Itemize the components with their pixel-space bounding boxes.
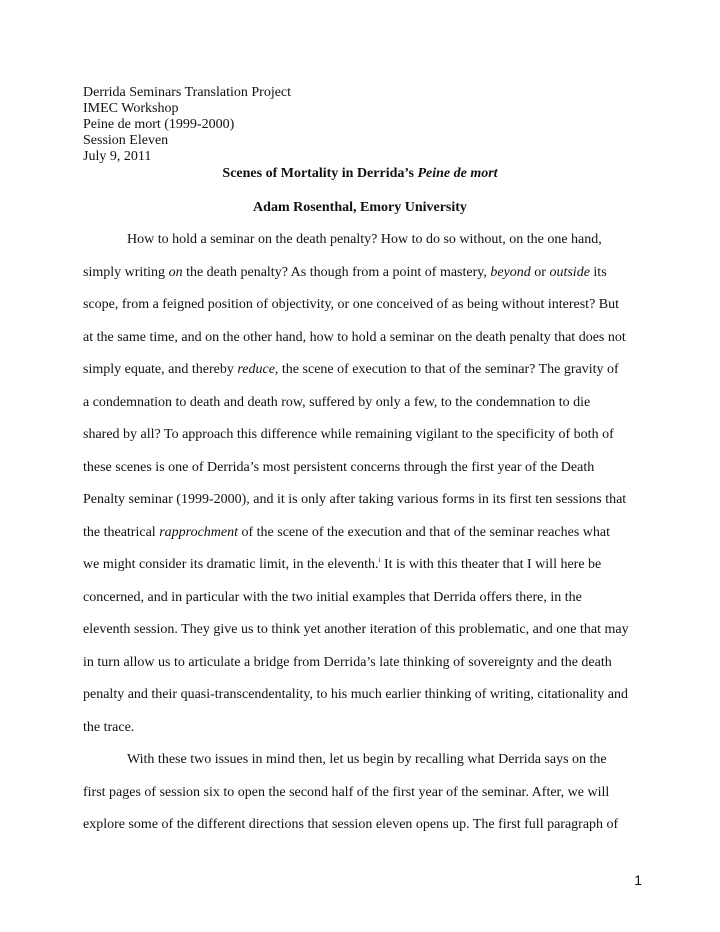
author-line: Adam Rosenthal, Emory University (253, 200, 467, 215)
body-line: these scenes is one of Derrida’s most persistent concerns through the first year of the Death (83, 459, 595, 475)
paper-title (0, 166, 720, 182)
header-line-seminar: Peine de mort (1999-2000) (83, 117, 235, 132)
body-text (83, 231, 643, 849)
body-line: concerned, and in particular with the two initial examples that Derrida offers there, in the (83, 589, 582, 605)
body-line: a condemnation to death and death row, suffered by only a few, to the condemnation to die (83, 394, 591, 410)
body-line: at the same time, and on the other hand, how to hold a seminar on the death penalty that does not (83, 329, 626, 345)
header-line-session: Session Eleven (83, 133, 169, 148)
body-line: shared by all? To approach this difference while remaining vigilant to the specificity of both of (83, 427, 614, 442)
body-line: simply writing on the death penalty? As though from a point of mastery, beyond or outside its (83, 264, 607, 280)
body-line: explore some of the different directions that session eleven opens up. The first full paragraph of (83, 817, 619, 832)
body-line: we might consider its dramatic limit, in the eleventh.$^i$ It is with this theater that I will here be (83, 556, 602, 572)
page-number: 1 (634, 872, 642, 888)
body-line: the trace. (83, 719, 135, 735)
document-header (83, 85, 291, 165)
body-line: Penalty seminar (1999-2000), and it is only after taking various forms in its first ten sessions that (83, 492, 627, 507)
body-line: How to hold a seminar on the death penalty? How to do so without, on the one hand, (127, 232, 602, 247)
body-line: eleventh session. They give us to think yet another iteration of this problematic, and one that may (83, 622, 629, 637)
title-italic: Peine de mort (417, 166, 498, 181)
body-line: scope, from a feigned position of objectivity, or one conceived of as being without interest? But (83, 297, 620, 312)
body-line: With these two issues in mind then, let us begin by recalling what Derrida says on the (127, 752, 607, 767)
body-line: the theatrical rapprochment of the scene of the execution and that of the seminar reaches what (83, 524, 611, 540)
body-line: first pages of session six to open the second half of the first year of the seminar. After, we will (83, 784, 610, 800)
header-line-date: July 9, 2011 (83, 149, 152, 164)
header-line-project: Derrida Seminars Translation Project (83, 85, 292, 100)
title-main: Scenes of Mortality in Derrida’s (222, 166, 418, 181)
body-line: in turn allow us to articulate a bridge from Derrida’s late thinking of sovereignty and the death (83, 654, 612, 670)
footnote-marker[interactable]: i (378, 556, 381, 564)
body-line: penalty and their quasi-transcendentality, to his much earlier thinking of writing, citationality and (83, 687, 628, 702)
header-line-workshop: IMEC Workshop (83, 101, 179, 116)
body-line: simply equate, and thereby reduce, the scene of execution to that of the seminar? The gravity of (83, 362, 619, 377)
